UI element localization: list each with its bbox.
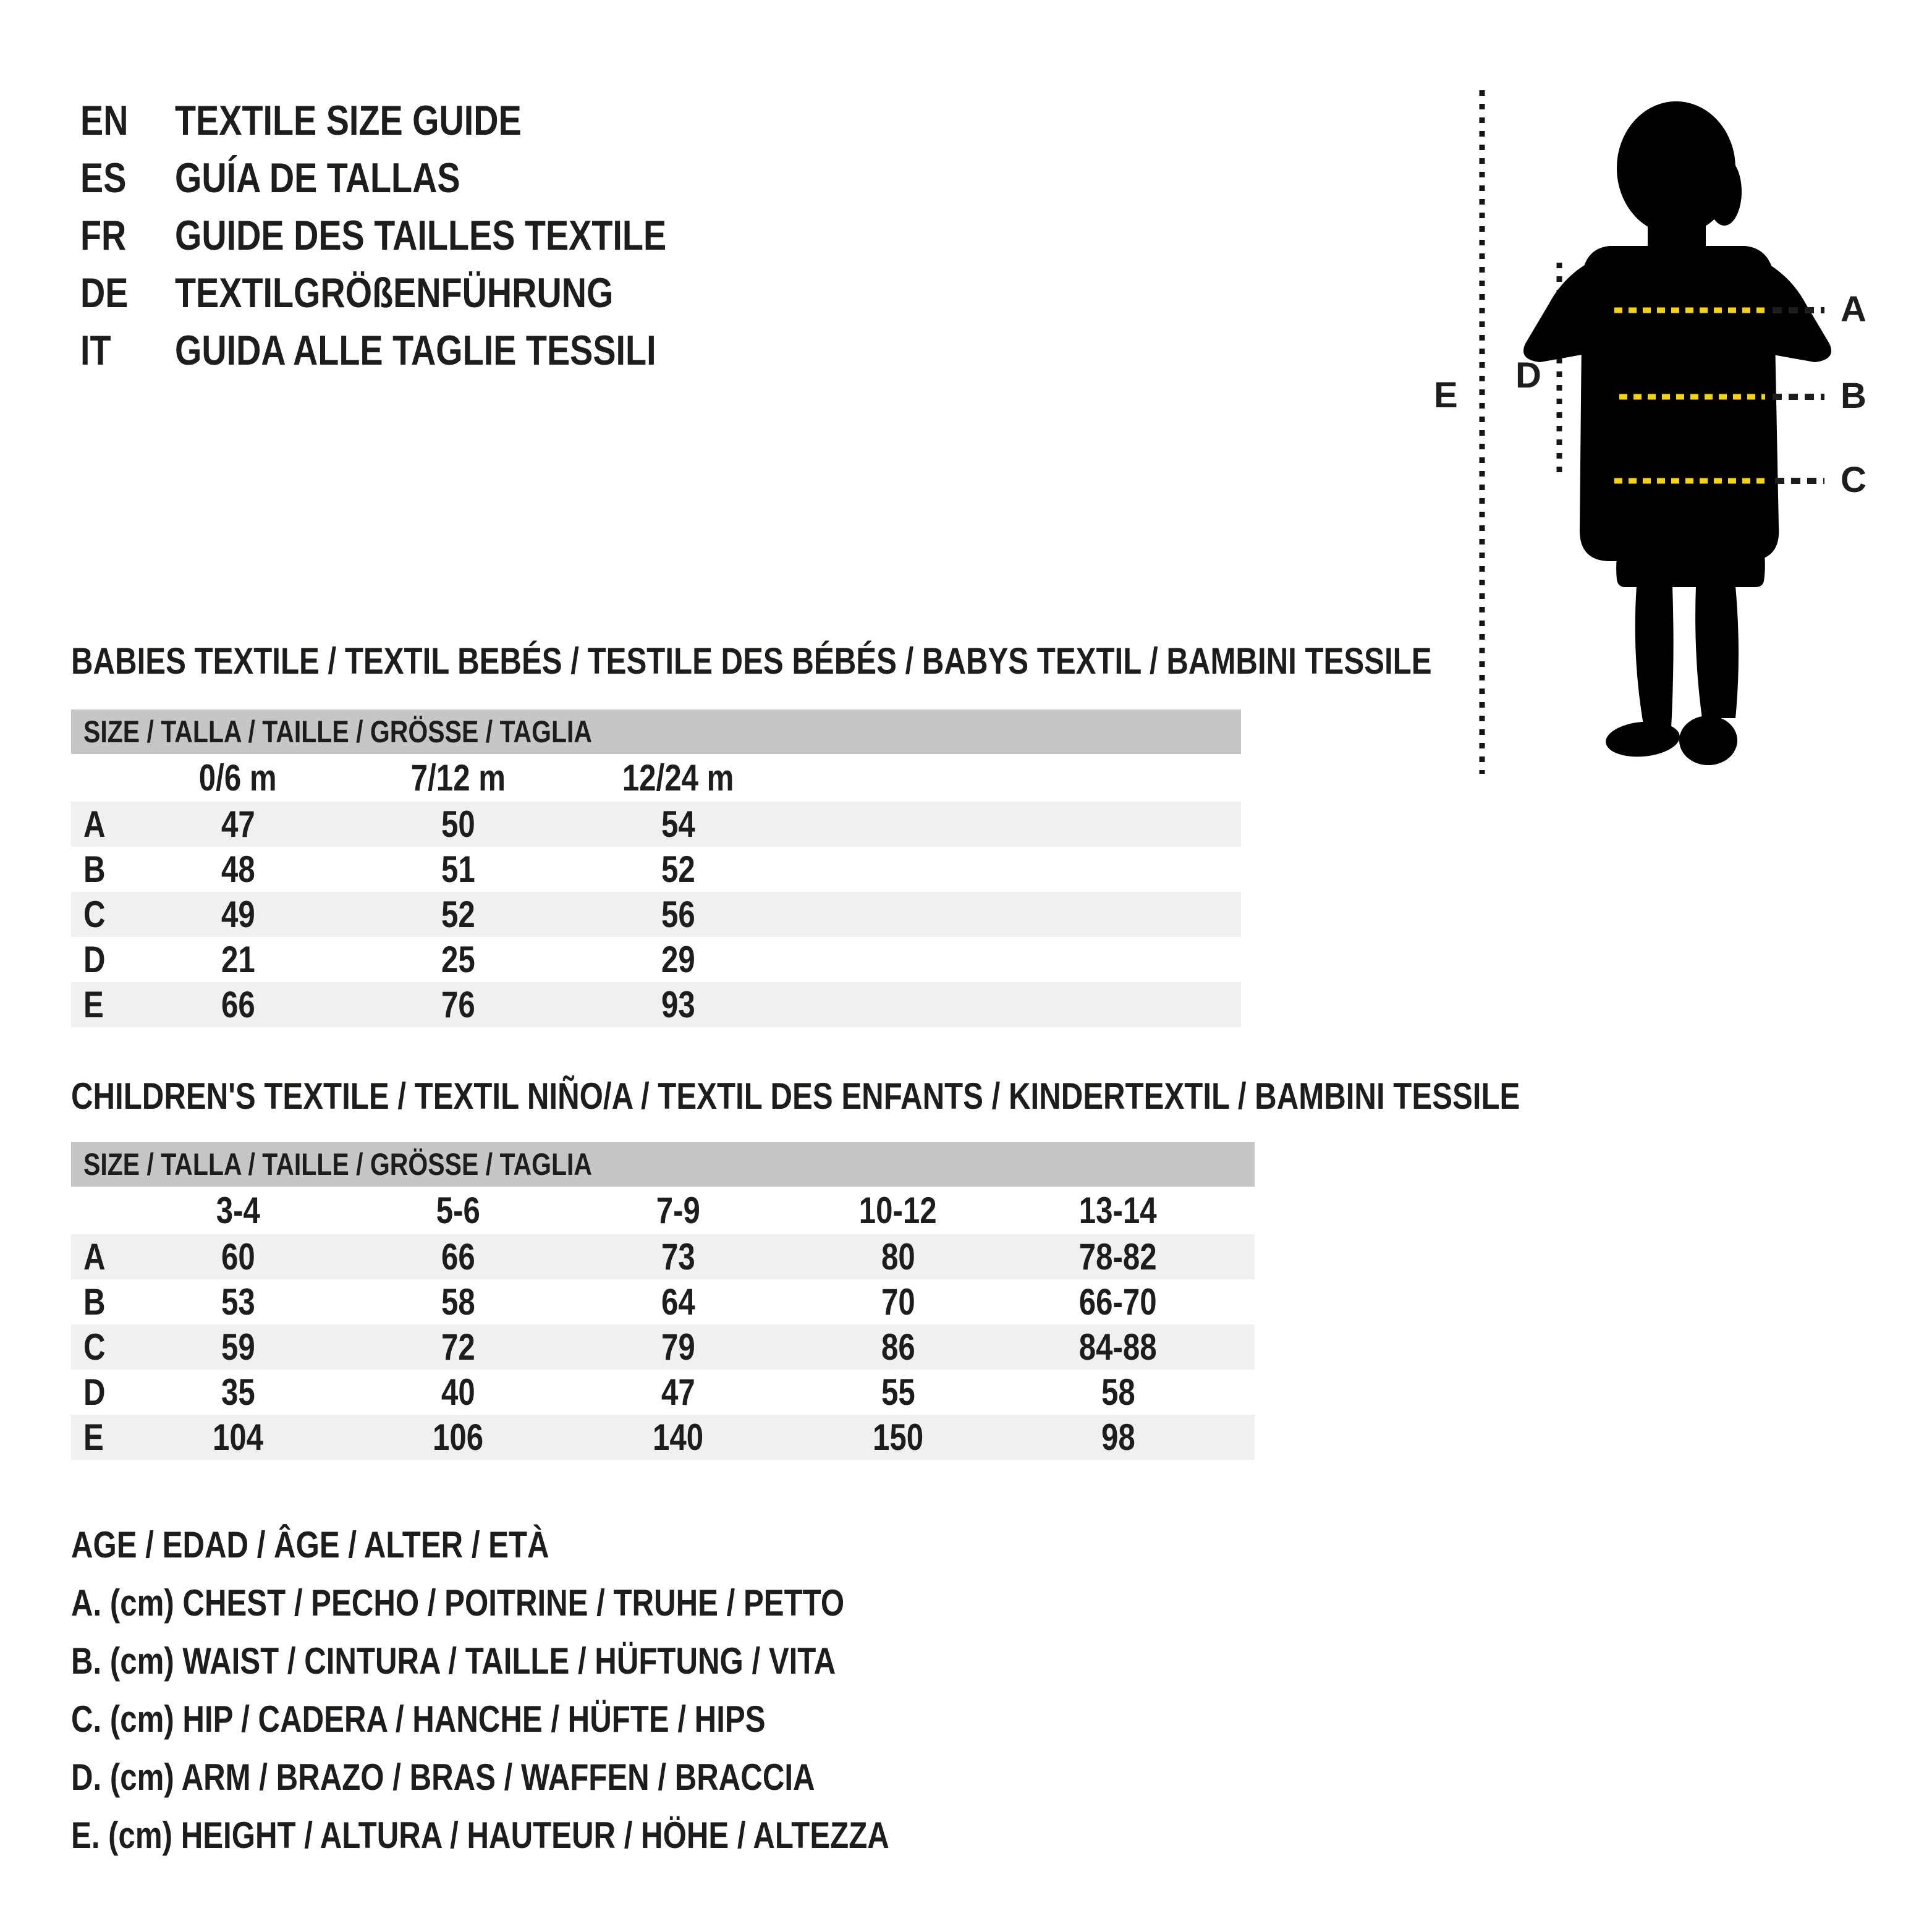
- cell-value: 58: [441, 1281, 475, 1323]
- cell-value: 29: [661, 939, 695, 980]
- legend-age: AGE / EDAD / ÂGE / ALTER / ETÀ: [71, 1523, 549, 1566]
- children-table-header-bar: [71, 1142, 1255, 1187]
- language-row-it: [80, 321, 774, 379]
- cell-value: 66-70: [1079, 1281, 1157, 1323]
- shorts-shape: [1616, 523, 1765, 587]
- cell-value: 35: [221, 1371, 255, 1413]
- row-label: D: [83, 1371, 106, 1413]
- cell-value: 49: [221, 894, 255, 935]
- cell-value: 48: [221, 849, 255, 890]
- cell-value: 73: [661, 1236, 695, 1277]
- language-title-it: GUIDA ALLE TAGLIE TESSILI: [175, 326, 656, 374]
- cell-value: 79: [661, 1326, 695, 1368]
- cell-value: 47: [661, 1371, 695, 1413]
- cell-value: 40: [441, 1371, 475, 1413]
- children-row-d: [71, 1370, 1255, 1415]
- cell-value: 98: [1101, 1417, 1135, 1458]
- cell-value: 66: [221, 984, 255, 1025]
- babies-section-title: BABIES TEXTILE / TEXTIL BEBÉS / TESTILE DES BÉBÉS / BABYS TEXTIL / BAMBINI TESSILE: [71, 640, 1432, 682]
- babies-table-header-text: SIZE / TALLA / TAILLE / GRÖSSE / TAGLIA: [83, 714, 593, 749]
- shirt-shape: [1580, 246, 1779, 561]
- babies-table-header-bar: [71, 710, 1241, 754]
- cell-value: 76: [441, 984, 475, 1025]
- row-label: E: [83, 984, 104, 1025]
- language-code-en: EN: [80, 96, 129, 144]
- language-row-es: [80, 149, 774, 206]
- language-title-list: [80, 91, 774, 379]
- children-row-b: [71, 1279, 1255, 1324]
- cell-value: 52: [661, 849, 695, 890]
- cell-value: 70: [881, 1281, 915, 1323]
- cell-value: 50: [441, 803, 475, 845]
- cell-value: 66: [441, 1236, 475, 1277]
- cell-value: 56: [661, 894, 695, 935]
- right-shoe-shape: [1679, 716, 1737, 765]
- row-label: B: [83, 1281, 106, 1323]
- language-code-fr: FR: [80, 211, 127, 259]
- children-table-header-text: SIZE / TALLA / TAILLE / GRÖSSE / TAGLIA: [83, 1147, 593, 1182]
- figure-label-chest-a: A: [1841, 289, 1866, 329]
- figure-label-arm-d: D: [1515, 355, 1541, 396]
- cell-value: 84-88: [1079, 1326, 1157, 1368]
- language-title-de: TEXTILGRÖßENFÜHRUNG: [175, 269, 614, 316]
- row-label: C: [83, 1326, 106, 1368]
- cell-value: 140: [652, 1417, 704, 1458]
- legend-arm: D. (cm) ARM / BRAZO / BRAS / WAFFEN / BRACCIA: [71, 1756, 815, 1798]
- row-label: D: [83, 939, 106, 980]
- language-row-fr: [80, 206, 774, 264]
- row-label: B: [83, 849, 106, 890]
- children-row-e: [71, 1415, 1255, 1460]
- children-col-7-9: 7-9: [656, 1190, 700, 1231]
- language-title-en: TEXTILE SIZE GUIDE: [175, 96, 522, 144]
- figure-label-hip-c: C: [1841, 460, 1866, 500]
- row-label: A: [83, 1236, 106, 1277]
- legend-waist: B. (cm) WAIST / CINTURA / TAILLE / HÜFTUNG / VITA: [71, 1640, 836, 1682]
- babies-row-c: [71, 892, 1241, 937]
- babies-row-b: [71, 847, 1241, 892]
- measurement-legend: [71, 1515, 1069, 1864]
- language-code-es: ES: [80, 154, 127, 201]
- cell-value: 59: [221, 1326, 255, 1368]
- row-label: C: [83, 894, 106, 935]
- cell-value: 53: [221, 1281, 255, 1323]
- babies-col-7-12m: 7/12 m: [410, 757, 506, 799]
- language-code-it: IT: [80, 326, 111, 374]
- legend-chest: A. (cm) CHEST / PECHO / POITRINE / TRUHE / PETTO: [71, 1582, 845, 1624]
- row-label: E: [83, 1417, 104, 1458]
- cell-value: 60: [221, 1236, 255, 1277]
- language-code-de: DE: [80, 269, 129, 316]
- babies-row-e: [71, 982, 1241, 1027]
- cell-value: 58: [1101, 1371, 1135, 1413]
- cell-value: 52: [441, 894, 475, 935]
- babies-column-header-row: [71, 754, 1241, 802]
- legend-height: E. (cm) HEIGHT / ALTURA / HAUTEUR / HÖHE / ALTEZZA: [71, 1814, 889, 1856]
- figure-label-height-e: E: [1434, 375, 1458, 415]
- figure-label-waist-b: B: [1841, 376, 1866, 416]
- cell-value: 47: [221, 803, 255, 845]
- cell-value: 51: [441, 849, 475, 890]
- cell-value: 72: [441, 1326, 475, 1368]
- cell-value: 64: [661, 1281, 695, 1323]
- cell-value: 86: [881, 1326, 915, 1368]
- babies-row-d: [71, 937, 1241, 982]
- babies-size-table: [71, 710, 1241, 1027]
- children-row-a: [71, 1234, 1255, 1279]
- children-size-table: [71, 1142, 1255, 1460]
- children-col-5-6: 5-6: [436, 1190, 480, 1231]
- babies-col-12-24m: 12/24 m: [622, 757, 734, 799]
- row-label: A: [83, 803, 106, 845]
- language-row-de: [80, 264, 774, 321]
- language-title-fr: GUIDE DES TAILLES TEXTILE: [175, 211, 667, 259]
- cell-value: 78-82: [1079, 1236, 1157, 1277]
- hair-shape: [1707, 158, 1742, 226]
- cell-value: 80: [881, 1236, 915, 1277]
- babies-row-a: [71, 802, 1241, 847]
- children-col-10-12: 10-12: [859, 1190, 937, 1231]
- language-title-es: GUÍA DE TALLAS: [175, 154, 460, 201]
- children-column-header-row: [71, 1187, 1255, 1234]
- children-col-13-14: 13-14: [1079, 1190, 1157, 1231]
- cell-value: 106: [432, 1417, 484, 1458]
- cell-value: 25: [441, 939, 475, 980]
- cell-value: 21: [221, 939, 255, 980]
- cell-value: 93: [661, 984, 695, 1025]
- children-section-title: CHILDREN'S TEXTILE / TEXTIL NIÑO/A / TEXTIL DES ENFANTS / KINDERTEXTIL / BAMBINI TESSILE: [71, 1075, 1520, 1117]
- babies-col-0-6m: 0/6 m: [199, 757, 277, 799]
- legend-hip: C. (cm) HIP / CADERA / HANCHE / HÜFTE / HIPS: [71, 1698, 766, 1740]
- cell-value: 55: [881, 1371, 915, 1413]
- child-silhouette-figure: [1421, 87, 1897, 785]
- language-row-en: [80, 91, 774, 149]
- children-col-3-4: 3-4: [216, 1190, 260, 1231]
- cell-value: 104: [212, 1417, 264, 1458]
- cell-value: 54: [661, 803, 695, 845]
- cell-value: 150: [872, 1417, 924, 1458]
- children-row-c: [71, 1324, 1255, 1370]
